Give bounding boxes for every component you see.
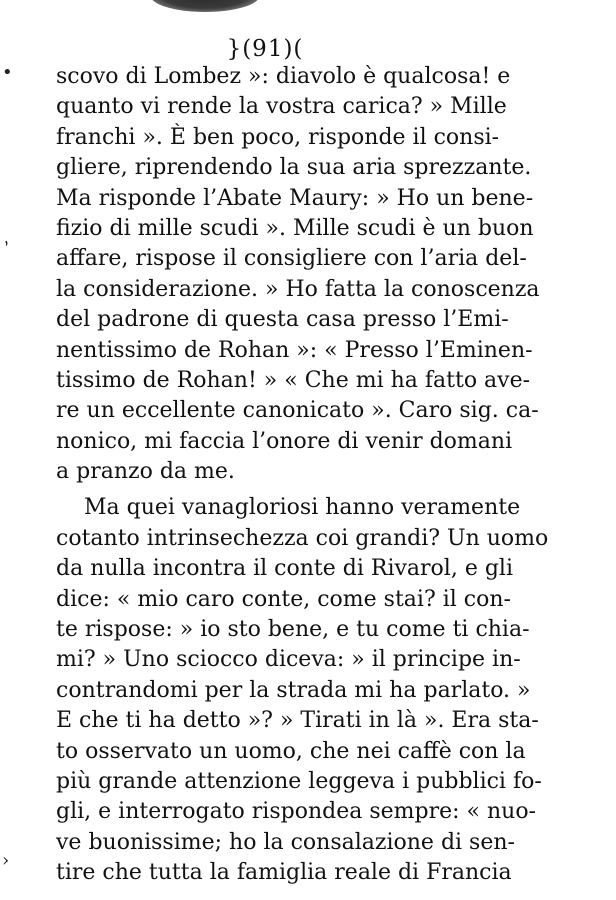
text-line: te rispose: » io sto bene, e tu come ti chia- — [56, 617, 530, 643]
text-line: gliere, riprendendo la sua aria sprezzante. — [56, 155, 532, 181]
text-line: fizio di mille scudi ». Mille scudi è un buon — [56, 215, 534, 241]
margin-mark: › — [2, 850, 10, 871]
text-line: del padrone di questa casa presso l’Emi- — [56, 307, 509, 333]
text-line: da nulla incontra il conte di Rivarol, e gli — [56, 556, 513, 582]
text-line: scovo di Lombez »: diavolo è qualcosa! e — [56, 64, 511, 89]
paragraph — [56, 493, 549, 888]
text-line: affare, rispose il consigliere con l’aria del- — [56, 246, 527, 272]
text-line: to osservato un uomo, che nei caffè con la — [56, 738, 526, 764]
text-line: ve buonissime; ho la consalazione di sen- — [56, 829, 515, 855]
text-line: tissimo de Rohan! » « Che mi ha fatto ave- — [56, 367, 531, 393]
margin-mark: • — [2, 62, 13, 83]
margin-mark: ʼ — [1, 237, 17, 260]
text-line: E che ti ha detto »? » Tirati in là ». Era sta- — [56, 708, 539, 734]
text-line: cotanto intrinsechezza coi grandi? Un uomo — [56, 525, 549, 551]
paragraph — [56, 62, 540, 487]
text-line: nonico, mi faccia l’onore di venir domani — [56, 428, 513, 454]
text-line: gli, e interrogato rispondea sempre: « nuo- — [56, 799, 536, 825]
text-line: più grande attenzione leggeva i pubblici fo- — [56, 768, 542, 794]
text-line: nentissimo de Rohan »: « Presso l’Eminen- — [56, 337, 533, 363]
text-line: mi? » Uno sciocco diceva: » il principe in- — [56, 647, 521, 673]
page-number: }(91)( — [226, 36, 304, 62]
text-line: quanto vi rende la vostra carica? » Mille — [56, 94, 507, 120]
text-line: tire che tutta la famiglia reale di Francia — [56, 860, 512, 886]
text-line: franchi ». È ben poco, risponde il consi- — [56, 124, 500, 150]
text-line: Ma risponde l’Abate Maury: » Ho un bene- — [56, 185, 534, 211]
text-line: a pranzo da me. — [56, 459, 235, 485]
text-line: dice: « mio caro conte, come stai? il con- — [56, 586, 511, 612]
text-line: la considerazione. » Ho fatta la conoscenza — [56, 276, 540, 302]
text-line: Ma quei vanagloriosi hanno veramente — [84, 495, 521, 521]
body-text — [56, 62, 549, 889]
ink-blot — [150, 0, 260, 12]
text-line: contrandomi per la strada mi ha parlato. » — [56, 677, 531, 703]
text-line: re un eccellente canonicato ». Caro sig. ca- — [56, 398, 539, 424]
